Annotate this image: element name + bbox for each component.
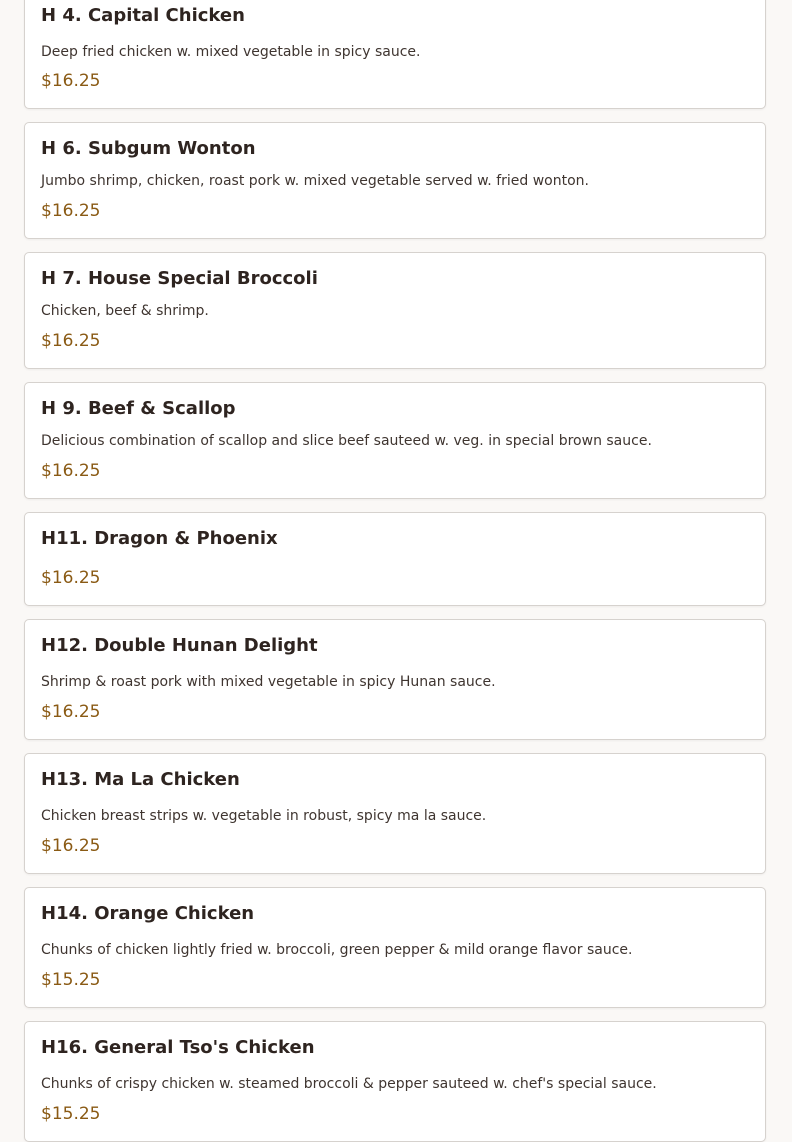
menu-item-price: $16.25: [41, 836, 101, 856]
menu-item-price: $16.25: [41, 461, 101, 481]
menu-item-card[interactable]: [24, 252, 766, 369]
menu-item-name: H13. Ma La Chicken: [41, 769, 240, 790]
menu-item-card[interactable]: [24, 512, 766, 606]
menu-item-description: Chicken, beef & shrimp.: [41, 303, 209, 319]
menu-item-price: $16.25: [41, 702, 101, 722]
menu-item-name: H 6. Subgum Wonton: [41, 138, 256, 159]
menu-item-card[interactable]: [24, 122, 766, 239]
menu-item-description: Chicken breast strips w. vegetable in robust, spicy ma la sauce.: [41, 808, 487, 824]
menu-item-name: H16. General Tso's Chicken: [41, 1037, 315, 1058]
menu-item-description: Chunks of crispy chicken w. steamed broccoli & pepper sauteed w. chef's special sauce.: [41, 1076, 657, 1092]
menu-item-card[interactable]: [24, 753, 766, 874]
menu-item-card[interactable]: [24, 382, 766, 499]
menu-item-card[interactable]: [24, 0, 766, 109]
menu-item-name: H14. Orange Chicken: [41, 903, 255, 924]
menu-item-price: $16.25: [41, 71, 101, 91]
menu-item-price: $16.25: [41, 331, 101, 351]
menu-item-name: H12. Double Hunan Delight: [41, 635, 318, 656]
menu-item-name: H 4. Capital Chicken: [41, 5, 245, 26]
menu-item-card[interactable]: [24, 1021, 766, 1142]
menu-item-name: H 9. Beef & Scallop: [41, 398, 236, 419]
menu-item-description: Deep fried chicken w. mixed vegetable in spicy sauce.: [41, 44, 421, 60]
menu-item-price: $15.25: [41, 1104, 101, 1124]
menu-item-price: $15.25: [41, 970, 101, 990]
menu-item-description: Jumbo shrimp, chicken, roast pork w. mixed vegetable served w. fried wonton.: [41, 173, 589, 189]
menu-item-card[interactable]: [24, 619, 766, 740]
menu-item-name: H11. Dragon & Phoenix: [41, 528, 278, 549]
menu-item-description: Delicious combination of scallop and slice beef sauteed w. veg. in special brown sauce.: [41, 433, 652, 449]
menu-item-description: Chunks of chicken lightly fried w. broccoli, green pepper & mild orange flavor sauce.: [41, 942, 633, 958]
menu-item-price: $16.25: [41, 201, 101, 221]
menu-item-price: $16.25: [41, 568, 101, 588]
menu-item-card[interactable]: [24, 887, 766, 1008]
menu-item-description: Shrimp & roast pork with mixed vegetable in spicy Hunan sauce.: [41, 674, 496, 690]
menu-item-name: H 7. House Special Broccoli: [41, 268, 318, 289]
